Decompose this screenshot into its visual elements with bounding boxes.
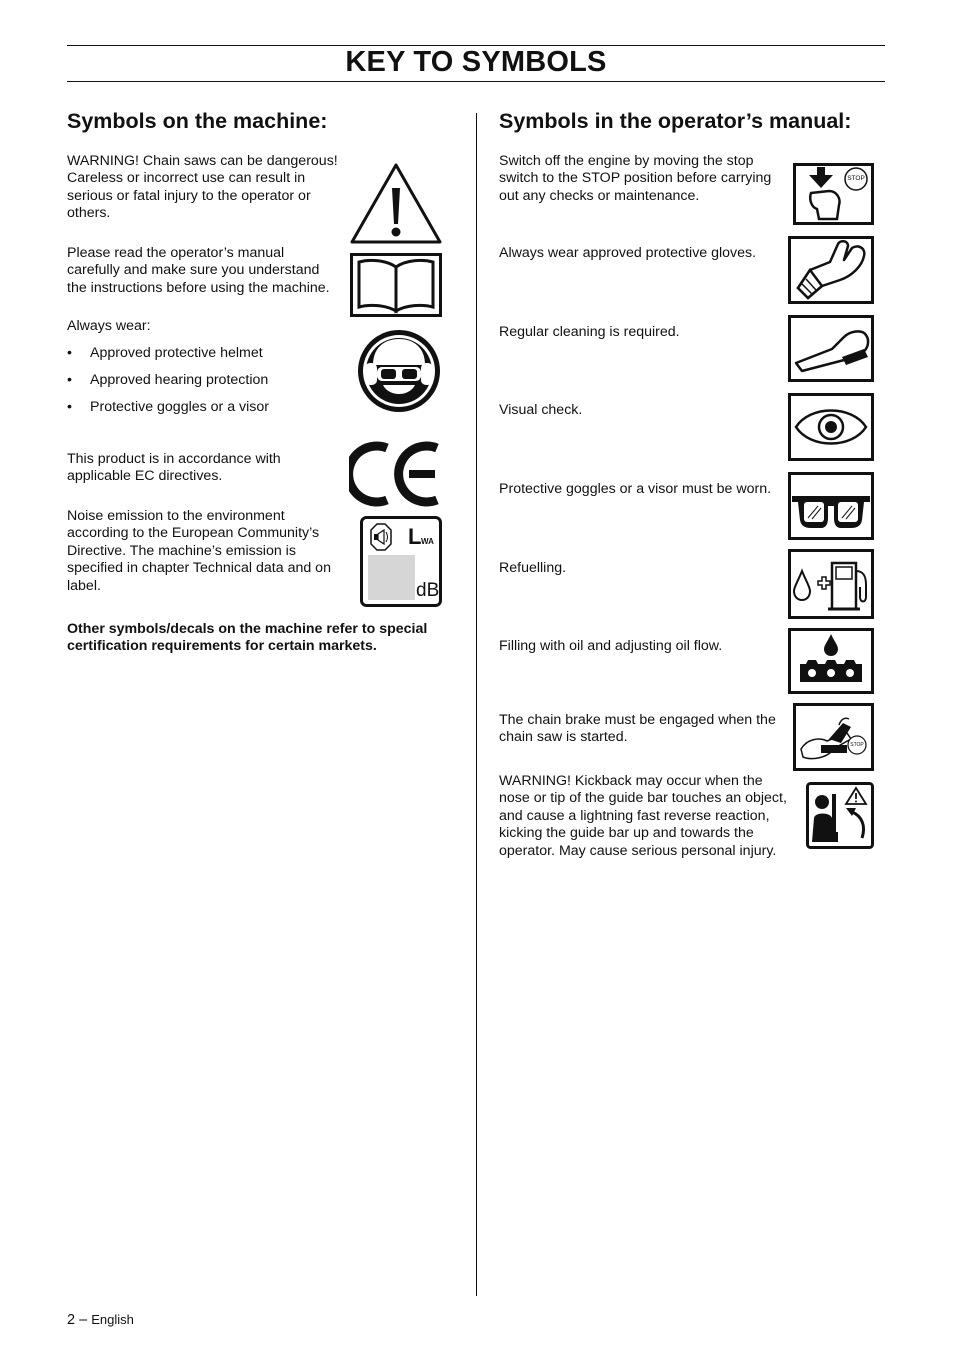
stop-switch-text: Switch off the engine by moving the stop switch to the STOP position before carrying out any checks or maintenance. (499, 153, 772, 204)
noise-label-icon (360, 516, 442, 607)
refuelling-text: Refuelling. (499, 560, 567, 576)
ec-text: This product is in accordance with applicable EC directives. (67, 451, 281, 485)
gloves-icon (788, 236, 874, 304)
oil-chain-icon (788, 628, 874, 694)
eye-icon (788, 393, 874, 461)
warning-text: WARNING! Chain saws can be dangerous! Careless or incorrect use can result in serious or fatal injury to the operator or others. (67, 153, 338, 222)
page-footer (67, 1312, 134, 1328)
gloves-text: Always wear approved protective gloves. (499, 245, 757, 261)
stop-switch-icon (793, 163, 874, 225)
ce-mark-icon (349, 440, 444, 508)
manual-text: Please read the operator’s manual carefully and make sure you understand the instructions before using the machine. (67, 245, 330, 296)
fuel-pump-icon (788, 549, 874, 619)
manual-book-icon (350, 253, 442, 317)
stop-label: STOP (847, 175, 865, 182)
kickback-icon (806, 782, 874, 849)
page-title: KEY TO SYMBOLS (345, 46, 607, 78)
page-number: 2 – (67, 1312, 88, 1328)
goggles-icon (788, 472, 874, 540)
db-label: dB (416, 580, 440, 601)
noise-text: Noise emission to the environment according to the European Community’s Directive. The machine’s emission is specified in chapter Technical data and on label. (67, 508, 331, 594)
left-heading: Symbols on the machine: (67, 109, 328, 133)
title-rule-bottom (67, 81, 885, 82)
lwa-label: L (408, 524, 422, 549)
helmet-hearing-goggles-icon (355, 327, 443, 415)
visual-check-text: Visual check. (499, 402, 583, 418)
brake-stop-label: STOP (850, 742, 864, 748)
kickback-text: WARNING! Kickback may occur when the nose or tip of the guide bar touches an object, and cause a lightning fast reverse reaction, kicking the guide bar up and towards the operator. May cause serious personal injury. (499, 773, 787, 859)
other-symbols-text: Other symbols/decals on the machine refer to special certification requirements for certain markets. (67, 621, 428, 655)
footer-language: English (91, 1312, 134, 1327)
warning-triangle-icon (349, 162, 443, 246)
chain-brake-icon (793, 703, 874, 771)
brush-icon (788, 315, 874, 382)
column-divider (476, 113, 477, 1296)
oil-text: Filling with oil and adjusting oil flow. (499, 638, 723, 654)
goggles-text: Protective goggles or a visor must be worn. (499, 481, 772, 497)
cleaning-text: Regular cleaning is required. (499, 324, 680, 340)
lwa-subscript: WA (421, 537, 434, 546)
chain-brake-text: The chain brake must be engaged when the chain saw is started. (499, 712, 776, 746)
always-wear-text: Always wear: (67, 318, 151, 334)
right-heading: Symbols in the operator’s manual: (499, 109, 852, 133)
